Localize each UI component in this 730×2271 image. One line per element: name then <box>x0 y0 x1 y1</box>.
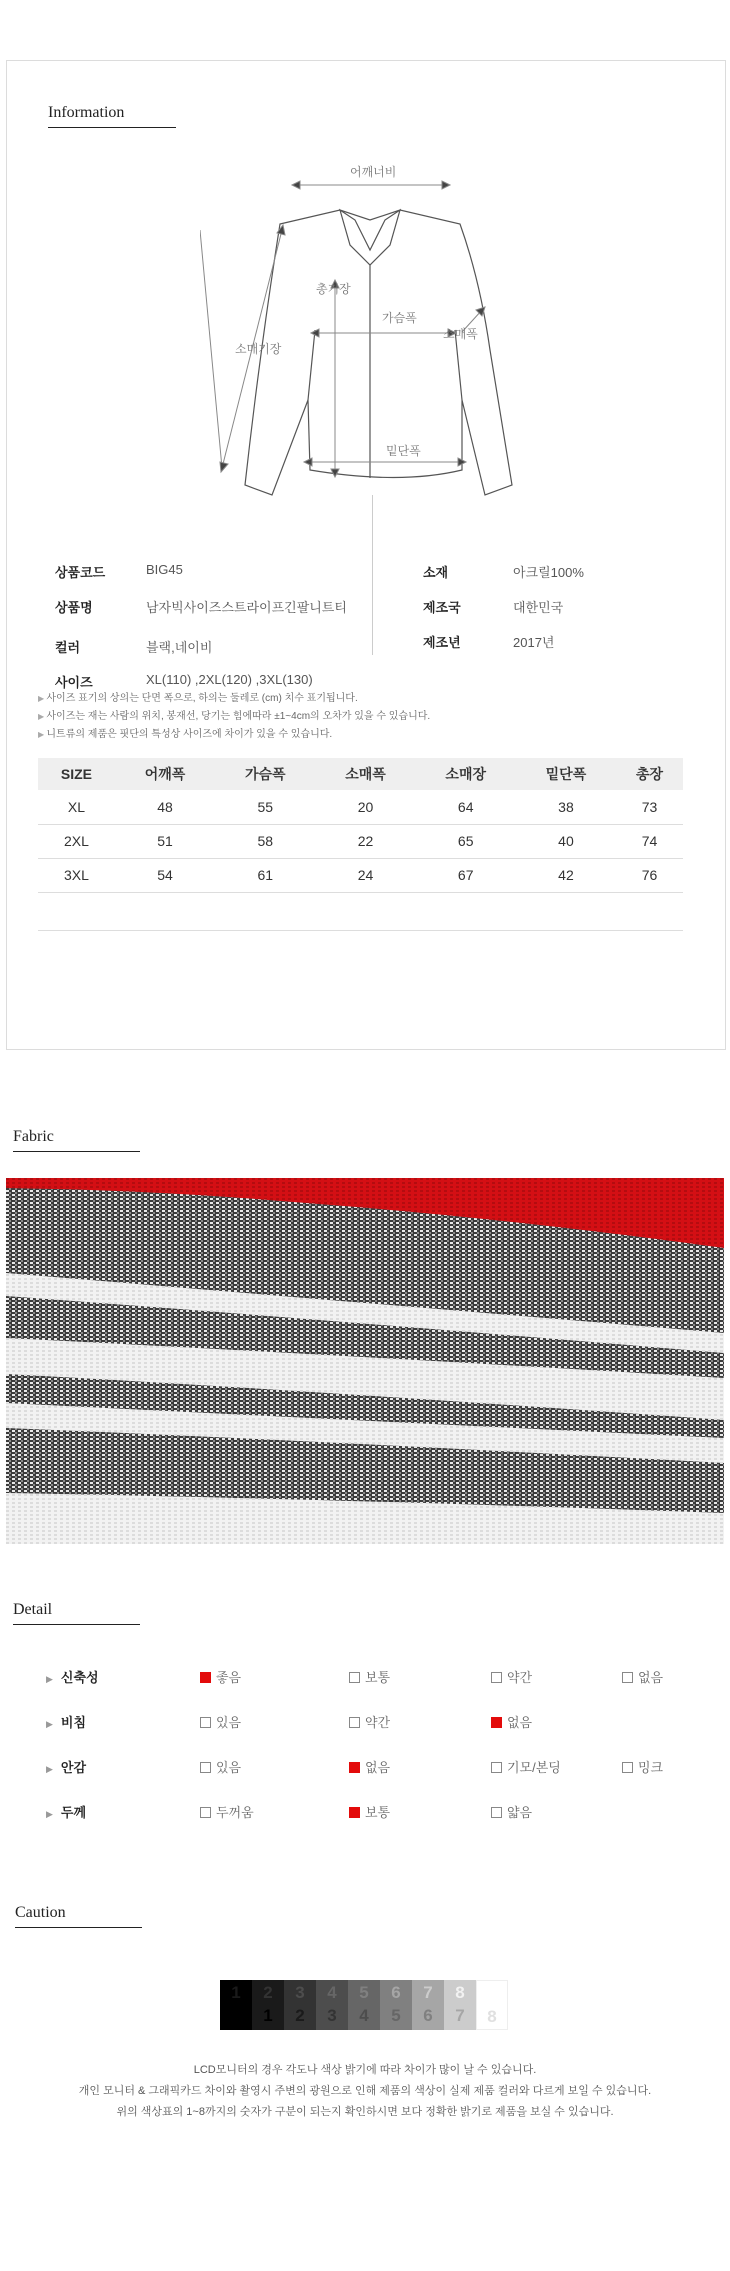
detail-label: ▶ 비침 <box>46 1712 86 1731</box>
option-label: 좋음 <box>216 1670 242 1685</box>
checkbox-icon <box>200 1762 211 1773</box>
table-cell: 38 <box>516 790 616 824</box>
spec-value: BIG45 <box>146 562 183 577</box>
option-label: 보통 <box>365 1805 391 1820</box>
table-cell: 65 <box>416 824 516 858</box>
checkbox-checked-icon <box>491 1717 502 1728</box>
checkbox-checked-icon <box>349 1807 360 1818</box>
table-cell: 22 <box>315 824 415 858</box>
checkbox-icon <box>349 1717 360 1728</box>
size-note: ▶ 사이즈는 재는 사람의 위치, 봉재선, 당기는 힘에따라 ±1~4cm의 오차가 있을 수 있습니다. <box>38 708 430 726</box>
detail-label: ▶ 신축성 <box>46 1667 99 1686</box>
size-note: ▶ 니트류의 제품은 핏단의 특성상 사이즈에 차이가 있을 수 있습니다. <box>38 726 430 744</box>
option-none[interactable] <box>349 1757 390 1776</box>
knit-texture <box>6 1178 724 1544</box>
table-cell: 20 <box>315 790 415 824</box>
caution-line: 위의 색상표의 1~8까지의 숫자가 구분이 되는지 확인하시면 보다 정확한 밝기로 제품을 보실 수 있습니다. <box>116 2106 614 2118</box>
option-label: 약간 <box>507 1670 533 1685</box>
swatch-cell: 8 <box>476 1980 508 2030</box>
spec-key: 상품코드 <box>55 565 106 580</box>
label-sleeve-length: 소매기장 <box>235 342 282 356</box>
table-cell: 55 <box>215 790 315 824</box>
label-sleeve-width: 소매폭 <box>443 327 478 341</box>
label-total-length: 총기장 <box>316 282 351 296</box>
size-table-header <box>38 758 683 790</box>
spec-value: 남자빅사이즈스트라이프긴팔니트티 <box>146 600 347 615</box>
option-yes[interactable] <box>200 1757 241 1776</box>
header-cell: 소매폭 <box>315 758 415 790</box>
sweater-outline <box>245 210 512 495</box>
fabric-photo <box>6 1178 724 1544</box>
size-notes <box>38 690 430 744</box>
table-cell: 54 <box>115 858 215 892</box>
detail-label: ▶ 안감 <box>46 1757 86 1776</box>
label-chest: 가슴폭 <box>382 311 417 325</box>
detail-title: Detail <box>13 1601 140 1625</box>
checkbox-checked-icon <box>200 1672 211 1683</box>
checkbox-icon <box>491 1807 502 1818</box>
table-cell: 64 <box>416 790 516 824</box>
option-none[interactable] <box>622 1667 663 1686</box>
checkbox-icon <box>622 1672 633 1683</box>
fabric-title: Fabric <box>13 1128 140 1152</box>
swatch-cell: 3 2 <box>284 1980 316 2030</box>
option-label: 보통 <box>365 1670 391 1685</box>
table-cell: 74 <box>616 824 683 858</box>
option-label: 두꺼움 <box>216 1805 254 1820</box>
spec-value: 블랙,네이비 <box>146 640 213 655</box>
swatch-cell: 6 5 <box>380 1980 412 2030</box>
spec-value: 2017년 <box>513 635 555 650</box>
table-cell: 61 <box>215 858 315 892</box>
header-cell: 소매장 <box>416 758 516 790</box>
option-label: 없음 <box>638 1670 664 1685</box>
table-cell: 73 <box>616 790 683 824</box>
option-thin[interactable] <box>491 1802 532 1821</box>
spec-value: 아크릴100% <box>513 565 584 580</box>
option-mink[interactable] <box>622 1757 663 1776</box>
detail-label: ▶ 두께 <box>46 1802 86 1821</box>
checkbox-icon <box>349 1672 360 1683</box>
spec-key: 상품명 <box>55 600 93 615</box>
table-row <box>38 858 683 892</box>
checkbox-icon <box>200 1717 211 1728</box>
spec-key: 제조년 <box>423 635 461 650</box>
spec-divider <box>372 495 373 655</box>
label-shoulder: 어깨너비 <box>350 165 397 179</box>
option-normal[interactable] <box>349 1802 390 1821</box>
option-normal[interactable] <box>349 1667 390 1686</box>
information-title: Information <box>48 104 176 128</box>
option-thick[interactable] <box>200 1802 254 1821</box>
table-cell: 51 <box>115 824 215 858</box>
caution-notes <box>0 2060 730 2123</box>
swatch-cell: 8 7 <box>444 1980 476 2030</box>
spec-key: 사이즈 <box>55 675 93 690</box>
option-slight[interactable] <box>491 1667 532 1686</box>
table-cell: 48 <box>115 790 215 824</box>
collar-outline <box>340 210 400 265</box>
table-cell: 76 <box>616 858 683 892</box>
caution-line: LCD모니터의 경우 각도나 색상 밝기에 따라 차이가 많이 날 수 있습니다. <box>193 2064 537 2076</box>
header-cell: SIZE <box>38 758 115 790</box>
option-label: 밍크 <box>638 1760 664 1775</box>
table-cell: 67 <box>416 858 516 892</box>
table-cell: 42 <box>516 858 616 892</box>
spec-value: XL(110) ,2XL(120) ,3XL(130) <box>146 672 313 687</box>
table-row <box>38 824 683 858</box>
caution-line: 개인 모니터 & 그래픽카드 차이와 촬영시 주변의 광원으로 인해 제품의 색상이 실제 제품 컬러와 다르게 보일 수 있습니다. <box>78 2085 652 2097</box>
header-cell: 가슴폭 <box>215 758 315 790</box>
table-cell: 40 <box>516 824 616 858</box>
swatch-cell: 5 4 <box>348 1980 380 2030</box>
size-note: ▶ 사이즈 표기의 상의는 단면 폭으로, 하의는 둘레로 (cm) 치수 표기됩니다. <box>38 690 430 708</box>
table-row <box>38 790 683 824</box>
checkbox-icon <box>491 1672 502 1683</box>
table-cell: 24 <box>315 858 415 892</box>
header-cell: 어깨폭 <box>115 758 215 790</box>
swatch-cell: 7 6 <box>412 1980 444 2030</box>
swatch-cell: 2 1 <box>252 1980 284 2030</box>
checkbox-icon <box>622 1762 633 1773</box>
option-label: 기모/본딩 <box>507 1760 561 1775</box>
spec-value: 대한민국 <box>513 600 564 615</box>
option-label: 약간 <box>365 1715 391 1730</box>
table-cell: XL <box>38 790 115 824</box>
checkbox-checked-icon <box>349 1762 360 1773</box>
header-cell: 총장 <box>616 758 683 790</box>
swatch-cell: 4 3 <box>316 1980 348 2030</box>
spec-key: 제조국 <box>423 600 461 615</box>
option-label: 없음 <box>365 1760 391 1775</box>
brightness-swatch <box>220 1980 508 2030</box>
option-slight[interactable] <box>349 1712 390 1731</box>
spec-key: 컬러 <box>55 640 81 655</box>
option-label: 있음 <box>216 1715 242 1730</box>
checkbox-icon <box>200 1807 211 1818</box>
size-table <box>38 758 683 893</box>
caution-title: Caution <box>15 1904 142 1928</box>
table-cell: 58 <box>215 824 315 858</box>
option-yes[interactable] <box>200 1712 241 1731</box>
table-cell: 2XL <box>38 824 115 858</box>
option-none[interactable] <box>491 1712 532 1731</box>
header-cell: 밑단폭 <box>516 758 616 790</box>
table-end-rule <box>38 930 683 931</box>
spec-key: 소재 <box>423 565 449 580</box>
swatch-cell: 1 <box>220 1980 252 2030</box>
checkbox-icon <box>491 1762 502 1773</box>
option-label: 없음 <box>507 1715 533 1730</box>
option-label: 얇음 <box>507 1805 533 1820</box>
option-label: 있음 <box>216 1760 242 1775</box>
option-good[interactable] <box>200 1667 241 1686</box>
table-cell: 3XL <box>38 858 115 892</box>
label-hem: 밑단폭 <box>386 444 421 458</box>
option-fleece-bonding[interactable] <box>491 1757 561 1776</box>
garment-diagram <box>200 100 540 500</box>
